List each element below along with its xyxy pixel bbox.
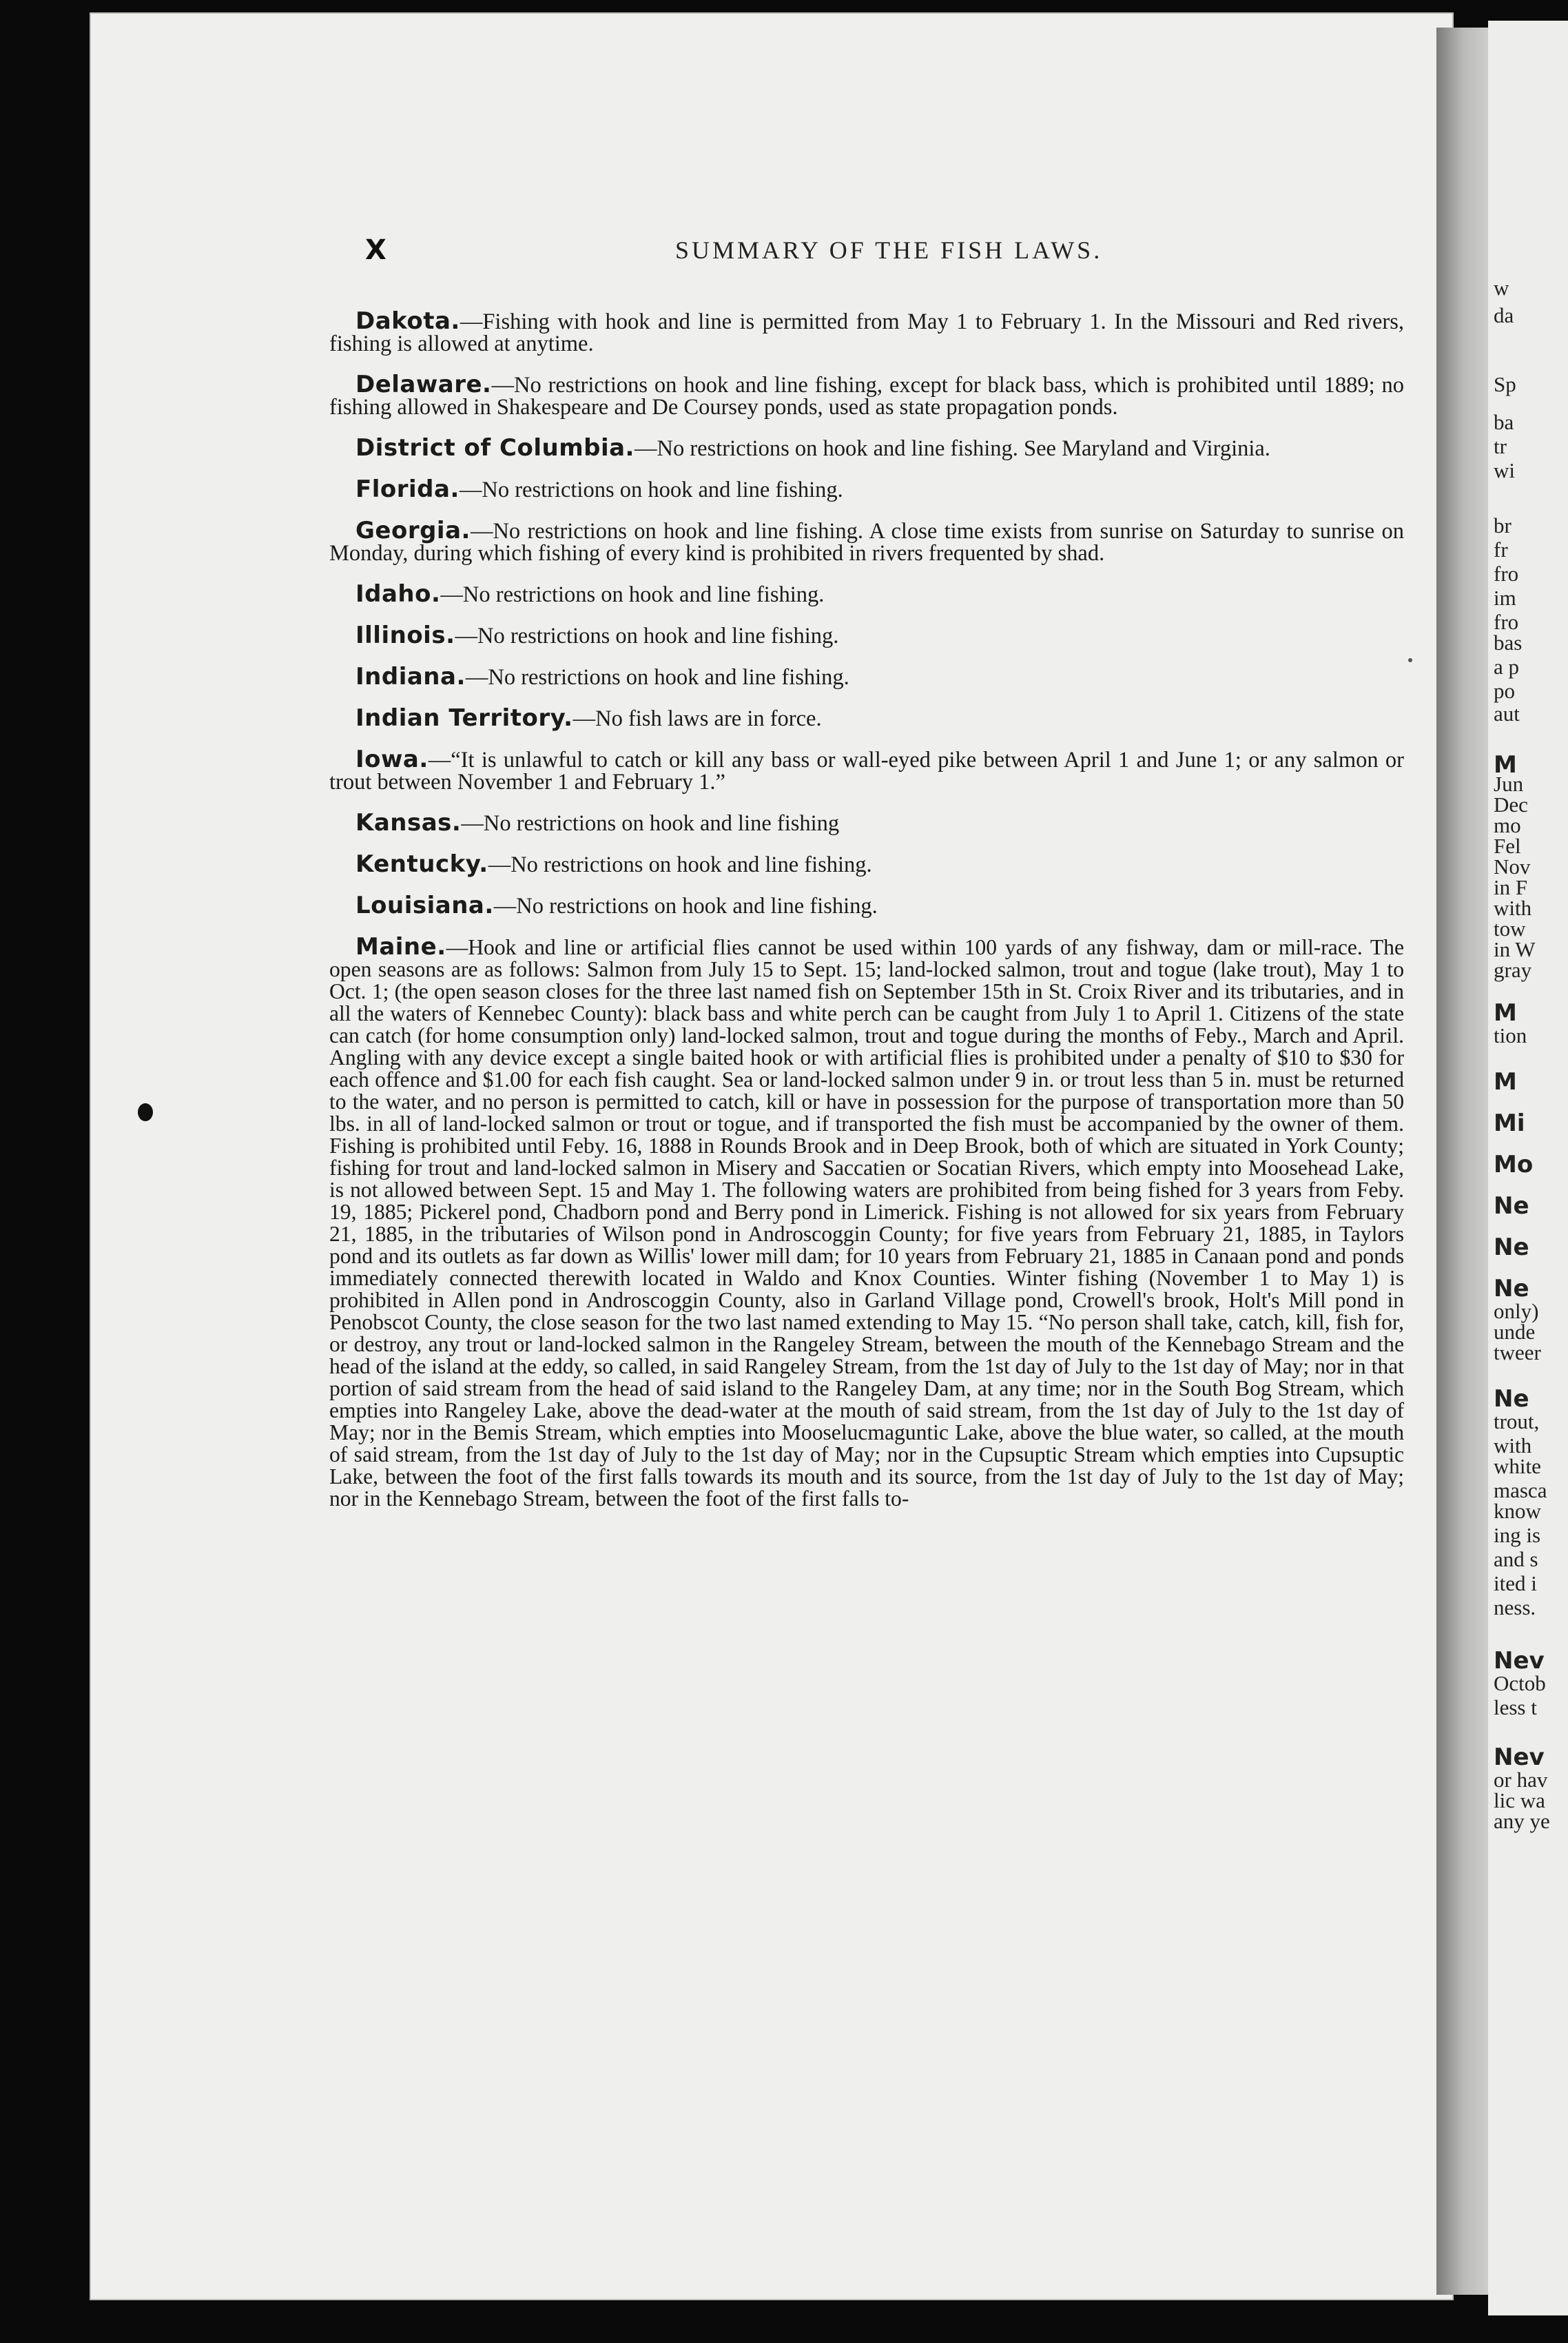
state-entry xyxy=(329,933,1404,1511)
state-regulation-text: —No restrictions on hook and line fishing. A close time exists from sunrise on Saturday to sunrise on Monday, during which fishing of every kind is prohibited in rivers frequented by shad. xyxy=(329,519,1404,566)
page-folio: X xyxy=(365,234,386,266)
adjacent-page-text-fragment: w xyxy=(1494,276,1509,300)
state-name: Iowa. xyxy=(355,746,429,773)
state-name: Georgia. xyxy=(355,517,471,544)
state-regulation-text: —No restrictions on hook and line fishing. xyxy=(440,582,825,607)
adjacent-page-text-fragment: da xyxy=(1494,303,1514,327)
state-regulation-text: —No restrictions on hook and line fishing. xyxy=(465,665,849,690)
state-regulation-text: —No fish laws are in force. xyxy=(572,706,822,731)
adjacent-page-text-fragment: bas xyxy=(1494,631,1523,655)
state-regulation-text: —“It is unlawful to catch or kill any bass or wall-eyed pike between April 1 and June 1; or any salmon or trout between November 1 and February 1.” xyxy=(329,748,1404,795)
adjacent-page-text-fragment: or hav xyxy=(1494,1768,1548,1792)
adjacent-page-text-fragment: trout, xyxy=(1494,1409,1540,1433)
state-entry xyxy=(329,307,1404,356)
state-regulation-text: —No restrictions on hook and line fishing. See Maryland and Virginia. xyxy=(634,436,1270,461)
state-entry xyxy=(329,704,1404,732)
adjacent-page-text-fragment: only) xyxy=(1494,1299,1539,1323)
adjacent-page-text-fragment: in W xyxy=(1494,937,1536,961)
state-name: Idaho. xyxy=(355,580,441,608)
state-name: Kentucky. xyxy=(355,850,488,878)
adjacent-page-text-fragment: wi xyxy=(1494,458,1515,482)
state-name: Dakota. xyxy=(355,307,460,335)
state-entry xyxy=(329,517,1404,566)
adjacent-page-text-fragment: br xyxy=(1494,513,1512,538)
state-entry xyxy=(329,371,1404,420)
binding-hole xyxy=(138,1103,153,1121)
adjacent-page-text-fragment: Sp xyxy=(1494,372,1516,396)
state-regulation-text: —No restrictions on hook and line fishing. xyxy=(488,852,872,877)
adjacent-page-text-fragment: Ne xyxy=(1494,1385,1529,1413)
adjacent-page-text-fragment: Fel xyxy=(1494,834,1521,858)
state-name: Maine. xyxy=(355,933,446,961)
adjacent-page-text-fragment: white xyxy=(1494,1454,1541,1478)
state-entry xyxy=(329,748,1404,793)
state-entry xyxy=(329,475,1404,503)
state-regulation-text: —Hook and line or artificial flies cannot be used within 100 yards of any fishway, dam or mill-race. The open seasons are as follows: Salmon from July 15 to Sept. 15; land-locked salmon, trout and togue (lake trout), May 1 to Oct. 1; (the open season closes for the three last named fish on September 15th in St. Croix River and its tributaries, and in all the waters of Kennebec County): black bass and white perch can be caught from July 1 to April 1. Citizens of the state can catch (for home consumption only) land-locked salmon, trout and togue during the months of Feby., March and April. Angling with any device except a single baited hook or with artificial flies is prohibited under a penalty of $10 to $30 for each offence and $1.00 for each fish caught. Sea or land-locked salmon under 9 in. or trout less than 5 in. must be returned to the water, and no person is permitted to catch, kill or have in possession for the purpose of transportation more than 50 lbs. in all of land-locked salmon or trout or togue, and if transported the fish must be accompanied by the owner of them. Fishing is prohibited until Feby. 16, 1888 in Rounds Brook and in Deep Brook, both of which are situated in York County; fishing for trout and land-locked salmon in Misery and Saccatien or Socatian Rivers, which empty into Moosehead Lake, is not allowed between Sept. 15 and May 1. The following waters are prohibited from being fished for 3 years from Feby. 19, 1885; Pickerel pond, Chadborn pond and Berry pond in Limerick. Fishing is not allowed for six years from February 21, 1885, in the tributaries of Wilson pond in Androscoggin County; for five years from February 21, 1885, in Taylors pond and its outlets as far down as Willis' lower mill dam; for 10 years from February 21, 1885 in Canaan pond and ponds immediately connected therewith located in Waldo and Knox Counties. Winter fishing (November 1 to May 1) is prohibited in Allen pond in Androscoggin County, also in Garland Village pond, Crowell's brook, Holt's Mill pond in Penobscot County, the close season for the two last named extending to May 15. “No person shall take, catch, kill, fish for, or destroy, any trout or land-locked salmon in the Rangeley Stream, between the mouth of the Kennebago Stream and the head of the island at the eddy, so called, in said Rangeley Stream, from the 1st day of July to the 1st day of May; nor in that portion of said stream from the head of said island to the Rangeley Dam, at any time; nor in the South Bog Stream, which empties into Rangeley Lake, above the dead-water at the mouth of said stream, from the 1st day of July to the 1st day of May; nor in the Bemis Stream, which empties into Mooselucmaguntic Lake, above the blue water, so called, at the mouth of said stream, from the 1st day of July to the 1st day of May; nor in the Cupsuptic Stream which empties into Cupsuptic Lake, between the foot of the first falls towards its mouth and its source, from the 1st day of July to the 1st day of May; nor in the Kennebago Stream, between the foot of the first falls to- xyxy=(329,935,1404,1511)
adjacent-page-fragment xyxy=(1488,21,1568,2315)
adjacent-page-text-fragment: tr xyxy=(1494,434,1507,458)
running-head xyxy=(365,234,1185,276)
adjacent-page-text-fragment: M xyxy=(1494,751,1517,779)
adjacent-page-text-fragment: and s xyxy=(1494,1547,1538,1571)
adjacent-page-text-fragment: tweer xyxy=(1494,1340,1541,1364)
adjacent-page-text-fragment: fr xyxy=(1494,538,1508,562)
state-regulation-text: —No restrictions on hook and line fishing. xyxy=(455,624,839,648)
state-name: Florida. xyxy=(355,475,460,503)
state-entry xyxy=(329,580,1404,608)
fish-laws-summary xyxy=(329,307,1404,1528)
adjacent-page-text-fragment: M xyxy=(1494,1068,1517,1096)
ink-spot xyxy=(1408,658,1412,662)
adjacent-page-text-fragment: know xyxy=(1494,1499,1541,1523)
adjacent-page-text-fragment: in F xyxy=(1494,875,1528,899)
state-name: Kansas. xyxy=(355,809,462,837)
page-header-title: SUMMARY OF THE FISH LAWS. xyxy=(675,236,1103,264)
state-name: Delaware. xyxy=(355,371,492,398)
adjacent-page-text-fragment: ness. xyxy=(1494,1595,1536,1619)
adjacent-page-text-fragment: Octob xyxy=(1494,1671,1546,1695)
adjacent-page-text-fragment: ba xyxy=(1494,410,1514,434)
state-entry xyxy=(329,663,1404,690)
adjacent-page-text-fragment: M xyxy=(1494,999,1517,1027)
adjacent-page-text-fragment: ing is xyxy=(1494,1523,1541,1547)
adjacent-page-text-fragment: Nev xyxy=(1494,1647,1545,1675)
adjacent-page-text-fragment: ited i xyxy=(1494,1571,1537,1595)
adjacent-page-text-fragment: lic wa xyxy=(1494,1788,1545,1812)
adjacent-page-text-fragment: fro xyxy=(1494,562,1519,586)
state-name: Indian Territory. xyxy=(355,704,573,732)
adjacent-page-text-fragment: unde xyxy=(1494,1320,1536,1344)
adjacent-page-text-fragment: Ne xyxy=(1494,1234,1529,1261)
adjacent-page-text-fragment: a p xyxy=(1494,655,1520,679)
state-regulation-text: —No restrictions on hook and line fishing, except for black bass, which is prohibited until 1889; no fishing allowed in Shakespeare and De Coursey ponds, used as state propagation ponds. xyxy=(329,373,1404,420)
adjacent-page-text-fragment: fro xyxy=(1494,610,1519,634)
state-regulation-text: —No restrictions on hook and line fishing. xyxy=(493,894,878,919)
adjacent-page-text-fragment: gray xyxy=(1494,958,1532,982)
state-regulation-text: —Fishing with hook and line is permitted from May 1 to February 1. In the Missouri and Red rivers, fishing is allowed at anytime. xyxy=(329,309,1404,356)
adjacent-page-text-fragment: Ne xyxy=(1494,1192,1529,1220)
adjacent-page-text-fragment: Dec xyxy=(1494,792,1528,817)
state-entry xyxy=(329,809,1404,837)
adjacent-page-text-fragment: with xyxy=(1494,1433,1532,1457)
adjacent-page-text-fragment: Nev xyxy=(1494,1743,1545,1771)
state-regulation-text: —No restrictions on hook and line fishing xyxy=(461,811,840,836)
adjacent-page-text-fragment: Mo xyxy=(1494,1151,1534,1178)
adjacent-page-text-fragment: with xyxy=(1494,896,1532,920)
state-entry xyxy=(329,850,1404,878)
adjacent-page-text-fragment: Mi xyxy=(1494,1109,1525,1137)
adjacent-page-text-fragment: Nov xyxy=(1494,855,1531,879)
adjacent-page-text-fragment: aut xyxy=(1494,702,1520,726)
adjacent-page-text-fragment: Ne xyxy=(1494,1275,1529,1302)
state-regulation-text: —No restrictions on hook and line fishing. xyxy=(459,478,843,502)
adjacent-page-text-fragment: tow xyxy=(1494,917,1526,941)
state-entry xyxy=(329,894,1404,917)
adjacent-page-text-fragment: any ye xyxy=(1494,1809,1550,1833)
adjacent-page-text-fragment: less t xyxy=(1494,1695,1537,1719)
state-name: Illinois. xyxy=(355,622,455,649)
adjacent-page-text-fragment: tion xyxy=(1494,1023,1527,1047)
state-entry xyxy=(329,624,1404,647)
adjacent-page-text-fragment: po xyxy=(1494,679,1515,703)
adjacent-page-text-fragment: masca xyxy=(1494,1478,1547,1502)
state-entry xyxy=(329,434,1404,462)
state-name: District of Columbia. xyxy=(355,434,635,462)
adjacent-page-text-fragment: mo xyxy=(1494,813,1521,837)
adjacent-page-text-fragment: im xyxy=(1494,586,1516,610)
adjacent-page-text-fragment: Jun xyxy=(1494,772,1524,796)
state-name: Louisiana. xyxy=(355,892,494,919)
state-name: Indiana. xyxy=(355,663,466,690)
